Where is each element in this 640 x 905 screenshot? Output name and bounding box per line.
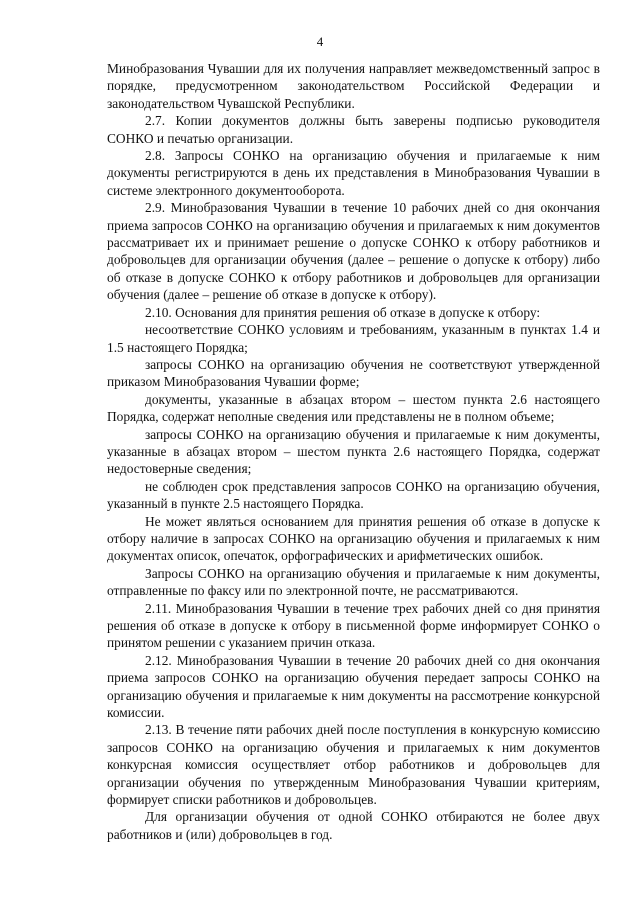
paragraph-2-8: 2.8. Запросы СОНКО на организацию обучения и прилагаемые к ним документы регистрируются в день их представления в Минобразования Чувашии в системе электронного документооборота. (107, 148, 600, 198)
paragraph-2-9: 2.9. Минобразования Чувашии в течение 10 рабочих дней со дня окончания приема запросов СОНКО на организацию обучения и прилагаемых к ним документов рассматривает их и принимает решение о допуске СОНКО к отбору работников и добровольцев для организации обучения (далее – решение о допуске к отбору) либо об отказе в допуске СОНКО к отбору работников и добровольцев для организации обучения (далее – решение об отказе в допуске к отбору). (107, 200, 600, 303)
paragraph-selection-limit: Для организации обучения от одной СОНКО отбираются не более двух работников и (или) добровольцев в год. (107, 809, 600, 842)
paragraph-not-grounds: Не может являться основанием для принятия решения об отказе в допуске к отбору наличие в запросах СОНКО на организацию обучения и прилагаемых к ним документах описок, опечаток, орфографических и арифметических ошибок. (107, 513, 600, 564)
paragraph-2-7: 2.7. Копии документов должны быть заверены подписью руководителя СОНКО и печатью организации. (107, 113, 600, 146)
paragraph-2-12: 2.12. Минобразования Чувашии в течение 20 рабочих дней со дня окончания приема запросов СОНКО на организацию обучения передает запросы СОНКО на организацию обучения и прилагаемые к ним документы на рассмотрение конкурсной комиссии. (107, 652, 600, 721)
refusal-ground-2: запросы СОНКО на организацию обучения не соответствуют утвержденной приказом Минобразования Чувашии форме; (107, 356, 600, 390)
refusal-ground-1: несоответствие СОНКО условиям и требованиям, указанным в пунктах 1.4 и 1.5 настоящего Порядка; (107, 322, 600, 355)
paragraph-continuation: Минобразования Чувашии для их получения направляет межведомственный запрос в порядке, предусмотренном законодательством Российской Федерации и законодательством Чувашской Республики. (107, 61, 600, 111)
page-number: 4 (316, 34, 324, 49)
document-body (107, 60, 600, 843)
refusal-ground-4: запросы СОНКО на организацию обучения и прилагаемые к ним документы, указанные в абзацах втором – шестом пункта 2.6 настоящего Порядка, содержат недостоверные сведения; (107, 426, 600, 477)
paragraph-2-11: 2.11. Минобразования Чувашии в течение трех рабочих дней со дня принятия решения об отказе в допуске к отбору в письменной форме информирует СОНКО о принятом решении с указанием причин отказа. (107, 600, 600, 651)
paragraph-fax-email: Запросы СОНКО на организацию обучения и прилагаемые к ним документы, отправленные по факсу или по электронной почте, не рассматриваются. (107, 565, 600, 599)
refusal-ground-3: документы, указанные в абзацах втором – шестом пункта 2.6 настоящего Порядка, содержат неполные сведения или представлены не в полном объеме; (107, 391, 600, 425)
paragraph-2-10: 2.10. Основания для принятия решения об отказе в допуске к отбору: (145, 304, 541, 320)
refusal-ground-5: не соблюден срок представления запросов СОНКО на организацию обучения, указанный в пункте 2.5 настоящего Порядка. (107, 478, 600, 512)
paragraph-2-13: 2.13. В течение пяти рабочих дней после поступления в конкурсную комиссию запросов СОНКО на организацию обучения и прилагаемых к ним документов конкурсная комиссия осуществляет отбор работников и добровольцев для организации обучения по утвержденным Минобразования Чувашии критериям, формирует списки работников и добровольцев. (107, 722, 600, 808)
